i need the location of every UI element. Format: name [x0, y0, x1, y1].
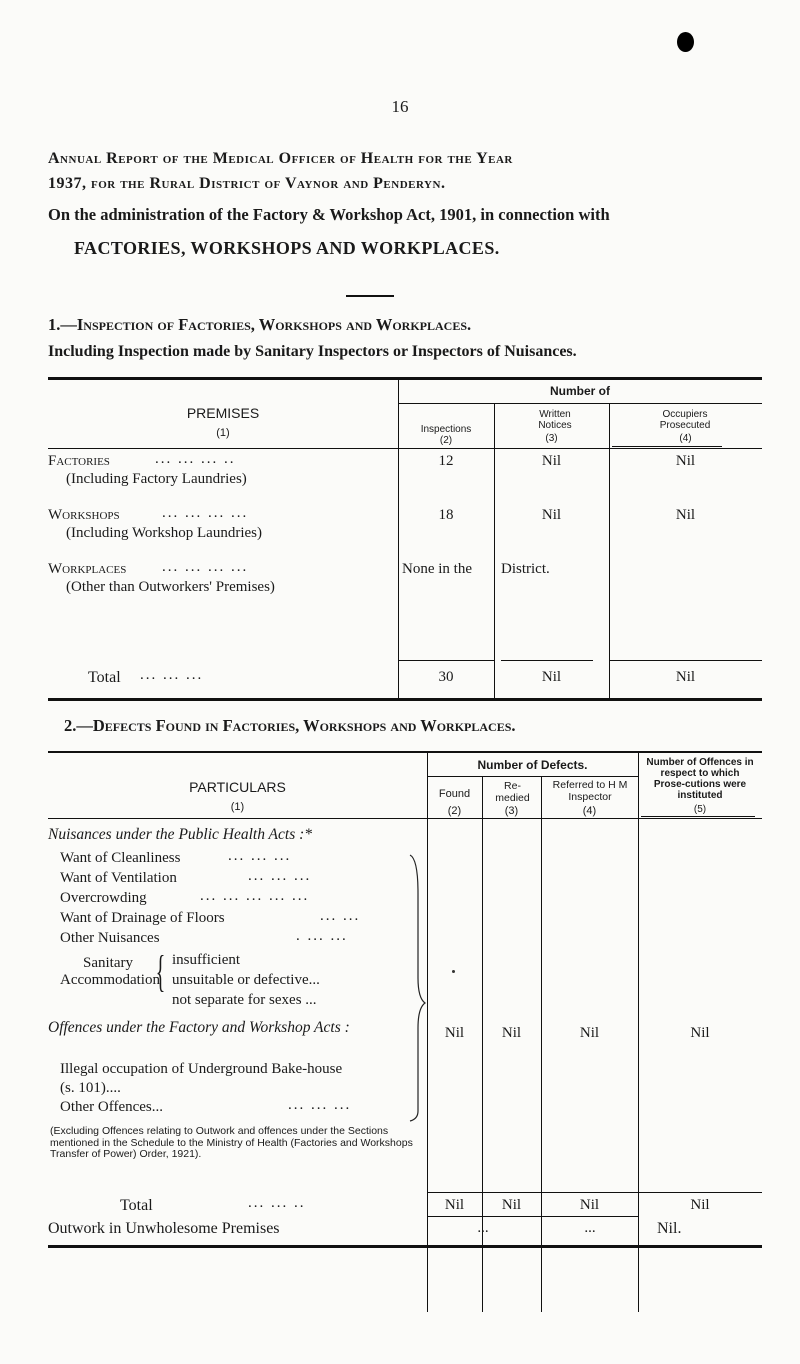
table-top-rule	[48, 751, 762, 753]
prosecutions-num: (5)	[693, 804, 707, 815]
total-rule	[482, 1192, 541, 1193]
divider	[346, 295, 394, 297]
leader-dots: ... ... ..	[248, 1195, 306, 1211]
sanitary-accommodation-label: Sanitary Accommodation	[60, 955, 160, 988]
nuisance-item: Want of Ventilation	[60, 870, 177, 886]
section1-title: 1.—Inspection of Factories, Workshops and Workplaces.	[48, 315, 472, 334]
leader-dots: ... ... ...	[140, 667, 204, 683]
total-prosecuted: Nil	[675, 669, 696, 685]
total-rule	[609, 660, 762, 661]
row-factories-inspections: 12	[438, 453, 454, 469]
header-underline	[612, 446, 722, 447]
nuisances-heading: Nuisances under the Public Health Acts :*	[48, 826, 313, 843]
occupiers-num: (4)	[679, 433, 692, 444]
row-workplaces-sub: (Other than Outworkers' Premises)	[66, 579, 275, 595]
leader-dots: . ... ...	[296, 928, 348, 944]
report-title-line1: Annual Report of the Medical Officer of Health for the Year	[48, 150, 513, 167]
row-workplaces-name: Workplaces	[48, 561, 127, 577]
inspections-num: (2)	[439, 435, 453, 446]
row-workplaces-inspections: None in the	[402, 561, 472, 577]
total-notices: Nil	[541, 669, 562, 685]
intro-text: On the administration of the Factory & Workshop Act, 1901, in connection with	[48, 205, 610, 224]
total-rule	[501, 660, 593, 661]
leader-dots: ... ... ... ...	[162, 505, 249, 521]
found-header: Found	[438, 788, 471, 800]
defects-referred-value: Nil	[579, 1025, 600, 1041]
offence-item: Other Offences...	[60, 1099, 164, 1115]
ink-blot	[677, 32, 694, 52]
particulars-header-num: (1)	[230, 801, 245, 813]
table-bottom-rule	[48, 1245, 762, 1248]
outwork-rule	[482, 1216, 541, 1217]
offences-heading: Offences under the Factory and Workshop Acts :	[48, 1019, 350, 1036]
prosecutions-value: Nil	[690, 1025, 710, 1041]
sanitary-item: not separate for sexes ...	[172, 992, 317, 1008]
row-workshops-sub: (Including Workshop Laundries)	[66, 525, 262, 541]
row-workshops-prosecuted: Nil	[675, 507, 696, 523]
sanitary-item: insufficient	[172, 952, 241, 968]
outwork-value: Nil.	[657, 1220, 682, 1237]
header-bottom-rule	[48, 818, 762, 819]
outwork-value: ...	[477, 1220, 489, 1236]
leader-dots: ... ...	[320, 908, 361, 924]
total-prosecutions: Nil	[690, 1197, 710, 1213]
row-factories-notices: Nil	[541, 453, 562, 469]
occupiers-header: Occupiers Prosecuted	[659, 409, 711, 431]
row-factories-sub: (Including Factory Laundries)	[66, 471, 247, 487]
total-inspections: 30	[438, 669, 454, 685]
offence-item: Illegal occupation of Underground Bake-house (s. 101)....	[60, 1061, 343, 1096]
prosecutions-header: Number of Offences in respect to which Prose-cutions were instituted	[646, 757, 754, 801]
premises-header: PREMISES	[186, 405, 260, 421]
outwork-value: ...	[584, 1220, 596, 1236]
leader-dots: ... ... ... ..	[155, 451, 236, 467]
defects-found-value: Nil	[444, 1025, 465, 1041]
outwork-rule	[541, 1216, 638, 1217]
header-rule	[398, 403, 762, 404]
number-of-header: Number of	[550, 384, 610, 398]
row-workshops-notices: Nil	[541, 507, 562, 523]
header-bottom-rule	[48, 448, 762, 449]
leader-dots: ... ... ... ... ...	[200, 888, 310, 904]
row-factories-name: Factories	[48, 453, 110, 469]
total-label: Total	[88, 669, 121, 686]
inspections-header: Inspections	[420, 424, 472, 435]
stray-dot	[452, 970, 455, 973]
premises-header-num: (1)	[216, 427, 230, 439]
total-rule	[541, 1192, 638, 1193]
section2-title: 2.—Defects Found in Factories, Workshops and Workplaces.	[64, 716, 516, 735]
row-workplaces-notices: District.	[501, 561, 550, 577]
header-rule	[427, 776, 638, 777]
nuisance-item: Want of Cleanliness	[60, 850, 181, 866]
nuisance-item: Overcrowding	[60, 890, 147, 906]
main-heading: FACTORIES, WORKSHOPS AND WORKPLACES.	[74, 238, 500, 258]
total-rule	[638, 1192, 762, 1193]
report-title-line2: 1937, for the Rural District of Vaynor and Penderyn.	[48, 175, 446, 192]
remedied-num: (3)	[504, 805, 519, 817]
referred-header: Referred to H M Inspector	[552, 779, 628, 803]
found-num: (2)	[447, 805, 462, 817]
row-workshops-inspections: 18	[438, 507, 454, 523]
number-of-defects-header: Number of Defects.	[477, 758, 588, 772]
outwork-rule	[427, 1216, 482, 1217]
table-bottom-rule	[48, 698, 762, 701]
total-rule	[427, 1192, 482, 1193]
written-notices-header: Written Notices	[538, 409, 572, 431]
defects-remedied-value: Nil	[501, 1025, 522, 1041]
referred-num: (4)	[582, 805, 597, 817]
brace-icon	[408, 853, 428, 1123]
nuisance-item: Other Nuisances	[60, 930, 160, 946]
leader-dots: ... ... ...	[248, 868, 312, 884]
total-found: Nil	[444, 1197, 465, 1213]
sanitary-item: unsuitable or defective...	[172, 972, 320, 988]
column-rule	[541, 777, 542, 1312]
page-number: 16	[391, 97, 409, 116]
total-rule	[398, 660, 494, 661]
total-referred: Nil	[579, 1197, 600, 1213]
exclusion-note: (Excluding Offences relating to Outwork and offences under the Sections mentioned in the Schedule to the Ministry of Health (Factories and Workshops Transfer of Power) Order, 1921).	[50, 1125, 413, 1160]
total-label: Total	[120, 1197, 153, 1214]
remedied-header: Re-medied	[495, 780, 530, 804]
table-top-rule	[48, 377, 762, 380]
row-workshops-name: Workshops	[48, 507, 120, 523]
outwork-label: Outwork in Unwholesome Premises	[48, 1220, 280, 1237]
leader-dots: ... ... ... ...	[162, 559, 249, 575]
nuisance-item: Want of Drainage of Floors	[60, 910, 225, 926]
particulars-header: PARTICULARS	[189, 779, 286, 795]
brace-icon: {	[155, 947, 166, 996]
leader-dots: ... ... ...	[288, 1097, 352, 1113]
row-factories-prosecuted: Nil	[675, 453, 696, 469]
section1-subtitle: Including Inspection made by Sanitary Inspectors or Inspectors of Nuisances.	[48, 343, 577, 360]
leader-dots: ... ... ...	[228, 848, 292, 864]
total-remedied: Nil	[501, 1197, 522, 1213]
written-notices-num: (3)	[545, 433, 558, 444]
header-underline	[641, 816, 755, 817]
